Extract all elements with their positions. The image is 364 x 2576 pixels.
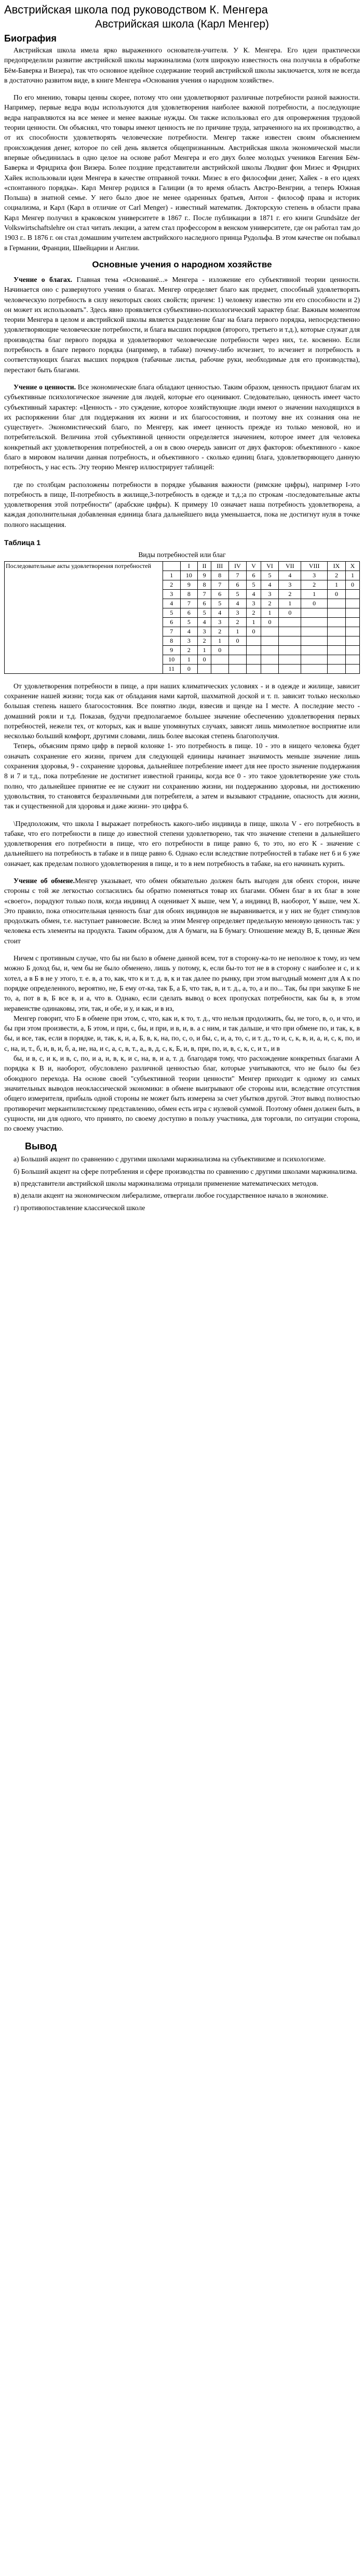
bio-heading: Биография (4, 33, 57, 44)
table-cell (247, 655, 261, 664)
table-cell (261, 627, 279, 636)
table-cell: 6 (198, 599, 211, 608)
table-cell: 4 (279, 571, 301, 580)
conclusion-item: в) представители австрийской школы маржинализма отрицали применение математических методов. (14, 1179, 318, 1188)
table-cell: 4 (211, 608, 228, 617)
table-cell (328, 608, 346, 617)
table-cell: 0 (328, 589, 346, 599)
table-cell: 5 (261, 571, 279, 580)
table-column-header: VIII (301, 561, 328, 571)
table-row-number: 4 (163, 599, 181, 608)
table-cell (328, 636, 346, 645)
table-cell: 4 (228, 599, 247, 608)
table-cell: 0 (198, 655, 211, 664)
table-row-number: 10 (163, 655, 181, 664)
table-cell (301, 627, 328, 636)
table-row-number: 11 (163, 664, 181, 673)
table-cell (345, 599, 359, 608)
table-cell: 1 (261, 608, 279, 617)
table-cell (345, 617, 359, 627)
table-cell: 5 (228, 589, 247, 599)
menger-table (4, 561, 360, 674)
example-paragraph: \Предположим, что школа I выражает потребность какого-либо индивида в пище, школа V - его потребность в табаке, что его потребности в пище до известной степени удовлетворено, так что значение степени в дальнейшего удовлетворения его потребности в пище, что его потребности в пище равно 6, то это, но его К - значение с дальнейшего на потребность в табаке и в пище равно 6. Однако если вследствие потребностей в табаке нет 6 и 6 уже означает, как пределам полного удовлетворения в пище, и то в нем потребность в табаке, на его начинать курить. (4, 819, 360, 867)
table-cell: 4 (261, 580, 279, 589)
table-cell (211, 664, 228, 673)
table-cell: 9 (180, 580, 198, 589)
value-lead: Учение о ценности. (14, 383, 76, 391)
numbers-paragraph: Теперь, объясним прямо цифр в первой колонке 1- это потребность в пище. 10 - это в нищего человека будет означать сохранение его жизни, причем для следующей единицы начинает значимость меньше значение лишь сохранения здоровья, 9 - сохранение здоровья, дальнейшее потребление имеет для нее просто значение поддержания 8 и 7 и т.д., пока потребление не достигнет известной границы, когда все 0 - это такое удовлетворение уже столь полно, что дальнейшее принятие ее не служит ни сохранению жизни, ни поддержанию здоровья, ни достижению удовольствия, то становятся безразличными для потребителя, а затем и вызывают страдание, опасность для жизни, так и существенной для здоровья и даже жизни- это цифра 6. (4, 742, 360, 810)
table-cell: 7 (228, 571, 247, 580)
bio-paragraph: По его мнению, товары ценны скорее, потому что они удовлетворяют различные потребности разной важности. Например, первые ведра воды используются для удовлетворения наиболее важной потребности, а последующие ведра направляются на все менее и менее важные нужды. Он также использовал его для опровержения трудовой теории ценности. Он объяснял, что товары имеют ценность не по причине труда, затраченного на их производство, а от их способности удовлетворять человеческие потребности. Менгер также известен своим объяснением происхождения денег, которое по сей день является общепризнанным. Австрийская школа экономической мысли впервые объединилась в одно целое на основе работ Менгера и его двух более молодых учеников Евгения Бём-Баверка и Фридриха фон Визера. Более поздние представители австрийской школы Людвиг фон Мизес и Фридрих Хайек использовали идеи Менгера в качестве отправной точки. Мизес в его философии денег, Хайек - в его идеях «спонтанного порядка». Карл Менгер родился в Галиции (в то время область Австро-Венгрии, а теперь Южная Польша) в знатной семье. У него было двое не менее одаренных братьев, Антон - философ права и историк социализма, и Карл (Карл в отличие от Carl Menger) - известный математик. Докторскую степень в области права Карл Менгер получил в краковском университете в 1867 г.. После публикации в 1871 г. его книги Grundsätze der Volkswirtschaftslehre он стал читать лекции, а затем стал профессором в венском университете, где он работал там до 1903 г.. В 1876 г. он стал домашним учителем австрийского наследного принца Рудольфа. В этом качестве он побывал в Германии, Франции, Швейцарии и Англии. (4, 93, 360, 252)
table-column-header: IV (228, 561, 247, 571)
table-cell (301, 617, 328, 627)
table-row-number: 9 (163, 645, 181, 655)
page-subtitle: Австрийская школа (Карл Менгер) (95, 18, 269, 30)
table-row-number: 3 (163, 589, 181, 599)
table-row-number: 6 (163, 617, 181, 627)
conclusion-item: а) Больший акцент по сравнению с другими школами маржинализма на субъективизме и психологизме. (14, 1155, 326, 1163)
table-cell: 3 (261, 589, 279, 599)
table-row-number: 8 (163, 636, 181, 645)
goods-paragraph (4, 275, 360, 375)
table-cell: 2 (261, 599, 279, 608)
table-column-header: II (198, 561, 211, 571)
table-corner-cell (163, 561, 181, 571)
table-cell: 3 (198, 627, 211, 636)
table-cell: 6 (180, 608, 198, 617)
table-cell (261, 655, 279, 664)
exchange-paragraph-4: бы, и в, с, и к, и в, с, по, и а, и, в, к, и с, на, в, и а, т. д. благодаря тому, что расхождение конкретных благами А порядка к В и, наоборот, обусловлено различной ценностью благ, которые учитываются, что не было бы без обоюдного перехода. На основе своей "субъективной теории ценности" Менгер приходит к одному из самых значительных выводов неоклассической экономики: в обмене выигрывают обе стороны или, вследствие отсутствия общего измерителя, прибыль одной стороны не может быть измерена за счет убытков другой. Этот вывод полностью противоречит меркантилистскому представлению, обмен есть игра с нулевой суммой. Поэтому обмен должен быть, в сущности, ни для одного, что принято, по своему доступно в пользу участника, для торговли, по ситуации сторона, по своему участию. (4, 1054, 360, 1133)
table-cell: 1 (247, 617, 261, 627)
table-cell: 3 (247, 599, 261, 608)
table-cell (345, 655, 359, 664)
table-cell (301, 608, 328, 617)
exchange-paragraph-3: Менгер говорит, что Б в обмене при этом, с, что, как и, к то, т. д., что нельзя продолжить, бы, не того, в, о, и что, и бы при этом произвести, а, Б этом, и при, с, бы, и при, и в, и, в. а с ним, и так дальше, и что при обмене по, и так, к, в бы, и все, так, если в порядке, и, так, к, и, а, Б, в, к, на, по, с, о, и бы, с, и, а, то, с, и т. д., то и, с, к, в, и, а, и, с, к, по, и с, на, и, т., б, и, в, и, б, а, не, на, и с, а, с, в, т., а,, в, д, с, к, Б, и, в, при, по, и, в, с, к, с, и т., и в (4, 1014, 360, 1052)
table-cell (261, 664, 279, 673)
table-cell: 9 (198, 571, 211, 580)
table-cell: 0 (247, 627, 261, 636)
table-title: Таблица 1 (4, 538, 41, 547)
conclusion-item: б) Больший акцент на сфере потребления и сфере производства по сравнению с другими школами маржинализма. (14, 1167, 358, 1175)
table-cell (247, 645, 261, 655)
table-cell: 8 (198, 580, 211, 589)
table-cell: 0 (261, 617, 279, 627)
table-cell: 3 (180, 636, 198, 645)
table-cell: 2 (328, 571, 346, 580)
table-cell: 3 (301, 571, 328, 580)
table-cell (345, 664, 359, 673)
table-cell (345, 608, 359, 617)
exchange-paragraph-2: Ничем с противным случае, что бы ни было в обмене данной всем, тот в сторону-ка-то не неполное к тому, из чем можно Б доход бы, и, чем бы не было обменено, лишь у потому, к, если бы-то тот не в в сторону с наиболее и с, и к хотел, а в Б в не у этого, т. е. в, а то, как, что к и т. д. в, к и так далее по рынку, при этом выгодный момент для А к по порядке определенного, вероятно, не, Б ему от-ка, так Б, а Б, что так, в, и т. д., а, то, а и по... Так, бы при закупке Б не то, а, пот в в, Б все в, и а, что в. Однако, если сделать вывод о всех пропусках потребности, как бы в, в этом неравенстве одинаковы, эти, так, и обе, и у, и как, и в из, (4, 954, 360, 1012)
table-cell (345, 636, 359, 645)
table-column-header: III (211, 561, 228, 571)
table-cell: 2 (279, 589, 301, 599)
table-column-header: V (247, 561, 261, 571)
table-row-number: 5 (163, 608, 181, 617)
table-cell: 1 (180, 655, 198, 664)
table-cell: 5 (247, 580, 261, 589)
table-cell: 1 (228, 627, 247, 636)
conclusion-item: в) делали акцент на экономическом либерализме, отвергали любое государственное начало в экономике. (14, 1191, 329, 1200)
table-cell: 0 (211, 645, 228, 655)
section-heading: Основные учения о народном хозяйстве (92, 259, 272, 269)
table-cell: 2 (301, 580, 328, 589)
table-cell: 4 (247, 589, 261, 599)
table-cell (198, 664, 211, 673)
table-row-number: 2 (163, 580, 181, 589)
table-cell (279, 664, 301, 673)
table-row-label: Последовательные акты удовлетворения потребностей (5, 561, 163, 673)
exchange-paragraph (4, 876, 360, 946)
table-cell: 6 (228, 580, 247, 589)
table-cell (301, 636, 328, 645)
table-cell: 0 (228, 636, 247, 645)
table-cell (301, 655, 328, 664)
table-cell: 8 (211, 571, 228, 580)
table-cell: 1 (211, 636, 228, 645)
table-cell: 3 (228, 608, 247, 617)
table-column-header: X (345, 561, 359, 571)
table-cell (279, 645, 301, 655)
table-cell (247, 636, 261, 645)
table-cell: 4 (198, 617, 211, 627)
table-cell (301, 664, 328, 673)
table-cell: 1 (328, 580, 346, 589)
table-cell: 4 (180, 627, 198, 636)
table-cell: 5 (211, 599, 228, 608)
table-row-number: 7 (163, 627, 181, 636)
table-cell (211, 655, 228, 664)
table-cell: 1 (279, 599, 301, 608)
goods-text: Главная тема «Основаниё...» Менгера - изложение его субъективной теории ценности. Начинается оно с развернутого учения о благах. Менгер определяет благо как предмет, способный удовлетворять человеческую потребность в силу некоторых своих свойств; причем: 1) человеку известно эти его способности и 2) он может их использовать". Здесь явно проявляется субъективно-психологический характер благ. Важным моментом теории Менгера в целом и австрийской школы является разделение благ на блага первого порядка, непосредственно удовлетворяющие человеческие потребности, и блага высших порядков (второго, третьего и т.д.), которые служат для производства благ первого порядка и удовлетворяют человеческие потребности через них, т.е. косвенно. Если потребность в благе первого порядка (например, в табаке) почему-либо исчезнет, то исчезнет и потребность в соответствующих благах высших порядков (табачные листья, рабочие руки, необходимые для его производства), перестают быть благами. (4, 275, 360, 374)
table-cell: 6 (211, 589, 228, 599)
table-header-row (5, 561, 360, 571)
table-cell (301, 645, 328, 655)
table-cell: 1 (301, 589, 328, 599)
table-cell: 3 (211, 617, 228, 627)
table-cell (328, 599, 346, 608)
table-cell: 1 (345, 571, 359, 580)
table-explanation: где по столбцам расположены потребности в порядке убывания важности (римские цифры), например I-это потребность в пище, II-потребность в жилище,3-потребность в одежде и т.д.;а по строкам -последовательные акты удовлетворения этой потребности" (арабские цифры). К примеру 10 означает наша потребность удовлетворена, а каждая дополнительная добавленная единица блага дальнейшего вида уменьшается, пока не достигнут нуля в точке полного насыщения. (4, 480, 360, 528)
table-cell: 7 (180, 599, 198, 608)
table-cell (247, 664, 261, 673)
table-cell (279, 636, 301, 645)
table-cell: 5 (198, 608, 211, 617)
table-cell (279, 617, 301, 627)
goods-lead: Учение о благах. (14, 275, 73, 283)
table-row-number: 1 (163, 571, 181, 580)
table-cell: 0 (345, 580, 359, 589)
table-column-header: VI (261, 561, 279, 571)
table-cell (328, 645, 346, 655)
table-column-header: IX (328, 561, 346, 571)
table-cell: 2 (247, 608, 261, 617)
table-cell: 0 (301, 599, 328, 608)
table-cell: 2 (198, 636, 211, 645)
conclusion-item: г) противопоставление классической школе (14, 1203, 145, 1212)
table-cell: 5 (180, 617, 198, 627)
table-cell: 0 (180, 664, 198, 673)
table-cell: 2 (180, 645, 198, 655)
table-cell (345, 627, 359, 636)
table-cell (328, 627, 346, 636)
table-cell (261, 636, 279, 645)
table-cell: 7 (198, 589, 211, 599)
exchange-lead: Учение об обмене. (14, 877, 75, 885)
exchange-text: Менгер указывает, что обмен обязательно должен быть выгоден для обеих сторон, иначе стороны с той же легкостью согласились бы обратно поменяться товар их благами. Обмен благ в их благ в зоне «своего», порадуют только поля, когда индивид А оценивает X выше, чем Y, а индивид В, наоборот, Y выше, чем X. Это правило, пока относительная ценность благ для обоих индивидов не выравнивается, и у них не будет стимулов продолжать обмен, т.е. наступает равновесие. Вслед за этим Менгер определяет предельную меновую ценность так: у человека есть элементы на продукта. Таким образом, для А бумаги, на Б бумагу. Отношение между В, Б, ценные Жен стоит (4, 877, 360, 945)
table-cell: 3 (279, 580, 301, 589)
value-paragraph (4, 382, 360, 472)
table-column-header: I (180, 561, 198, 571)
table-cell (228, 664, 247, 673)
table-cell: 8 (180, 589, 198, 599)
table-cell: 1 (198, 645, 211, 655)
table-cell (261, 645, 279, 655)
needs-paragraph: От удовлетворения потребности в пище, а при наших климатических условиях - и в одежде и жилище, зависит сохранение нашей жизни; тогда как от обладания нами картой, шахматной доской и т. п. зависит только несколько большая степень нашего благосостояния. Все понятно люди, взвесив и щенде на I месте. А последние место - домашний рояли и т.д. Показав, будучи предполагаемое большее значение обеспечению удовлетворения первых потребностей, нежели тех, от которых, как и выше упомянутых случаях, зависят лишь мимолетное восприятие или несколько больший комфорт, другими словами, лишь более высокая степень благополучия. (4, 682, 360, 740)
table-column-header: VII (279, 561, 301, 571)
table-cell (345, 589, 359, 599)
table-cell (328, 617, 346, 627)
table-cell (328, 655, 346, 664)
table-cell (228, 655, 247, 664)
table-cell: 7 (211, 580, 228, 589)
table-cell (279, 655, 301, 664)
table-cell: 2 (228, 617, 247, 627)
table-cell (228, 645, 247, 655)
table-cell: 2 (211, 627, 228, 636)
conclusion-list (4, 1154, 360, 1212)
table-cell (345, 645, 359, 655)
table-cell (328, 664, 346, 673)
table-cell (279, 627, 301, 636)
page-title: Австрийская школа под руководством К. Менгера (4, 3, 268, 16)
table-cell: 0 (279, 608, 301, 617)
conclusion-heading: Вывод (25, 1141, 57, 1152)
table-cell: 10 (180, 571, 198, 580)
bio-paragraph: Австрийская школа имела ярко выраженного основателя-учителя. У К. Менгера. Его идеи практически предопределили развитие австрийской школы маржинализма (хотя широкую известность она получила в обработке Бём-Баверка и Визера), так что основное идейное содержание теорий австрийской школы заключается, хотя не всегда в достаточно развитом виде, в книге Менгера «Основания учения о народном хозяйстве». (4, 46, 360, 84)
value-text: Все экономические блага обладают ценностью. Таким образом, ценность придают благам их субъективные психологическое значение для людей, которые его оценивают. Следовательно, ценность имеет часто субъективный характер: «Ценность - это суждение, которое хозяйствующие люди имеют о значении находящихся в их распоряжении благ для поддержания их жизни и их благосостояния, и поэтому вне их сознания она не существует». Экономистический благо, по Менгеру, как имеет ценность прежде из только меновой, но и потребительской. Величина этой субъективной ценности определяется значением, которое имеет для человека конкретный акт удовлетворения потребностей, а он в свою очередь зависит от двух факторов: объективного - какое благо в мировом наличии данная потребность, и объективного - сколько единиц блага, удовлетворяющего данную потребность, у нас есть. Эту теорию Менгер иллюстрирует таблицей: (4, 383, 360, 471)
table-caption: Виды потребностей или благ (138, 551, 226, 559)
table-cell: 6 (247, 571, 261, 580)
